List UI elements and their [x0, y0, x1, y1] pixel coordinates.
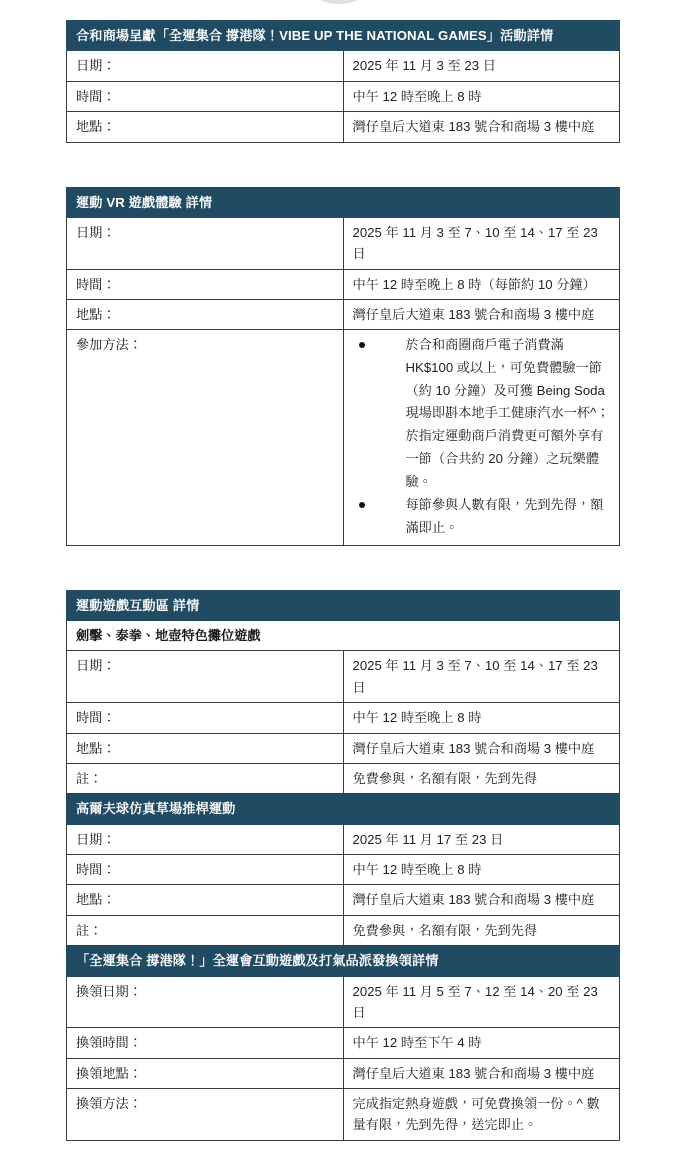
- row-label-redeem-time: 換領時間：: [67, 1028, 344, 1058]
- section-header-sports-vr: 運動 VR 遊戲體驗 詳情: [67, 187, 620, 217]
- sub-header-label-3: 「全運集合 撐港隊！」全運會互動遊戲及打氣品派發換領詳情: [67, 946, 620, 976]
- top-spacer: [66, 0, 620, 20]
- section-header-row: [67, 590, 620, 620]
- table-row: [67, 1089, 620, 1141]
- table-row: [67, 733, 620, 763]
- row-label-date: 日期：: [67, 217, 344, 269]
- row-label-time: 時間：: [67, 703, 344, 733]
- table-row: [67, 51, 620, 81]
- sub-header-row-golf: [67, 794, 620, 824]
- section-header-main-event: 合和商場呈獻「全運集合 撐港隊！VIBE UP THE NATIONAL GAMES」活動詳情: [67, 21, 620, 51]
- table-row: [67, 1058, 620, 1088]
- row-label-date: 日期：: [67, 51, 344, 81]
- row-label-redeem-date: 換領日期：: [67, 976, 344, 1028]
- sub-header-label-1: 劍擊、泰拳、地壺特色攤位遊戲: [67, 621, 620, 651]
- row-value-time: 中午 12 時至晚上 8 時: [343, 81, 620, 111]
- table-sports-vr: [66, 187, 620, 546]
- row-label-venue: 地點：: [67, 733, 344, 763]
- table-row: [67, 703, 620, 733]
- row-label-time: 時間：: [67, 81, 344, 111]
- row-label-venue: 地點：: [67, 112, 344, 142]
- row-label-note: 註：: [67, 763, 344, 793]
- table-row: [67, 915, 620, 945]
- row-value-redeem-method: 完成指定熱身遊戲，可免費換領一份。^ 數量有限，先到先得，送完即止。: [343, 1089, 620, 1141]
- section-spacer: [66, 546, 620, 590]
- table-row: [67, 885, 620, 915]
- row-value-date: 2025 年 11 月 17 至 23 日: [343, 824, 620, 854]
- row-value-note: 免費參與，名額有限，先到先得: [343, 763, 620, 793]
- table-row: [67, 651, 620, 703]
- row-value-redeem-venue: 灣仔皇后大道東 183 號合和商場 3 樓中庭: [343, 1058, 620, 1088]
- row-label-time: 時間：: [67, 855, 344, 885]
- row-label-redeem-venue: 換領地點：: [67, 1058, 344, 1088]
- section-header-interactive-zone: 運動遊戲互動區 詳情: [67, 590, 620, 620]
- list-item: 於合和商圈商戶電子消費滿 HK$100 或以上，可免費體驗一節（約 10 分鐘）及可獲 Being Soda 現場即斟本地手工健康汽水一杯^；於指定運動商戶消費更可額外享有一節（合共約 20 分鐘）之玩樂體驗。: [353, 334, 613, 493]
- row-value-redeem-time: 中午 12 時至下午 4 時: [343, 1028, 620, 1058]
- table-row-participation-method: [67, 330, 620, 545]
- row-value-redeem-date: 2025 年 11 月 5 至 7、12 至 14、20 至 23 日: [343, 976, 620, 1028]
- row-value-venue: 灣仔皇后大道東 183 號合和商場 3 樓中庭: [343, 885, 620, 915]
- row-label-note: 註：: [67, 915, 344, 945]
- table-row: [67, 112, 620, 142]
- table-main-event: [66, 20, 620, 143]
- row-label-time: 時間：: [67, 269, 344, 299]
- table-row: [67, 269, 620, 299]
- sub-header-row-fencing-muaythai-curling: [67, 621, 620, 651]
- list-item: 每節參與人數有限，先到先得，額滿即止。: [353, 494, 613, 539]
- sub-header-row-redemption: [67, 946, 620, 976]
- table-row: [67, 217, 620, 269]
- row-value-time: 中午 12 時至晚上 8 時（每節約 10 分鐘）: [343, 269, 620, 299]
- row-value-venue: 灣仔皇后大道東 183 號合和商場 3 樓中庭: [343, 300, 620, 330]
- sub-header-label-2: 高爾夫球仿真草場推桿運動: [67, 794, 620, 824]
- row-value-date: 2025 年 11 月 3 至 7、10 至 14、17 至 23 日: [343, 217, 620, 269]
- row-value-note: 免費參與，名額有限，先到先得: [343, 915, 620, 945]
- table-row: [67, 81, 620, 111]
- bottom-spacer: [66, 1141, 620, 1167]
- section-header-row: [67, 187, 620, 217]
- row-label-date: 日期：: [67, 651, 344, 703]
- table-row: [67, 1028, 620, 1058]
- row-value-method: [343, 330, 620, 545]
- row-label-method: 參加方法：: [67, 330, 344, 545]
- table-row: [67, 300, 620, 330]
- row-label-date: 日期：: [67, 824, 344, 854]
- table-row: [67, 855, 620, 885]
- row-value-venue: 灣仔皇后大道東 183 號合和商場 3 樓中庭: [343, 733, 620, 763]
- section-header-row: [67, 21, 620, 51]
- row-value-time: 中午 12 時至晚上 8 時: [343, 703, 620, 733]
- row-value-time: 中午 12 時至晚上 8 時: [343, 855, 620, 885]
- row-label-venue: 地點：: [67, 300, 344, 330]
- row-value-venue: 灣仔皇后大道東 183 號合和商場 3 樓中庭: [343, 112, 620, 142]
- row-label-redeem-method: 換領方法：: [67, 1089, 344, 1141]
- table-row: [67, 763, 620, 793]
- document-body: [66, 0, 620, 1167]
- table-row: [67, 976, 620, 1028]
- method-bullet-list: [353, 334, 613, 539]
- table-interactive-zone: [66, 590, 620, 1141]
- row-value-date: 2025 年 11 月 3 至 23 日: [343, 51, 620, 81]
- section-spacer: [66, 143, 620, 187]
- row-label-venue: 地點：: [67, 885, 344, 915]
- table-row: [67, 824, 620, 854]
- row-value-date: 2025 年 11 月 3 至 7、10 至 14、17 至 23 日: [343, 651, 620, 703]
